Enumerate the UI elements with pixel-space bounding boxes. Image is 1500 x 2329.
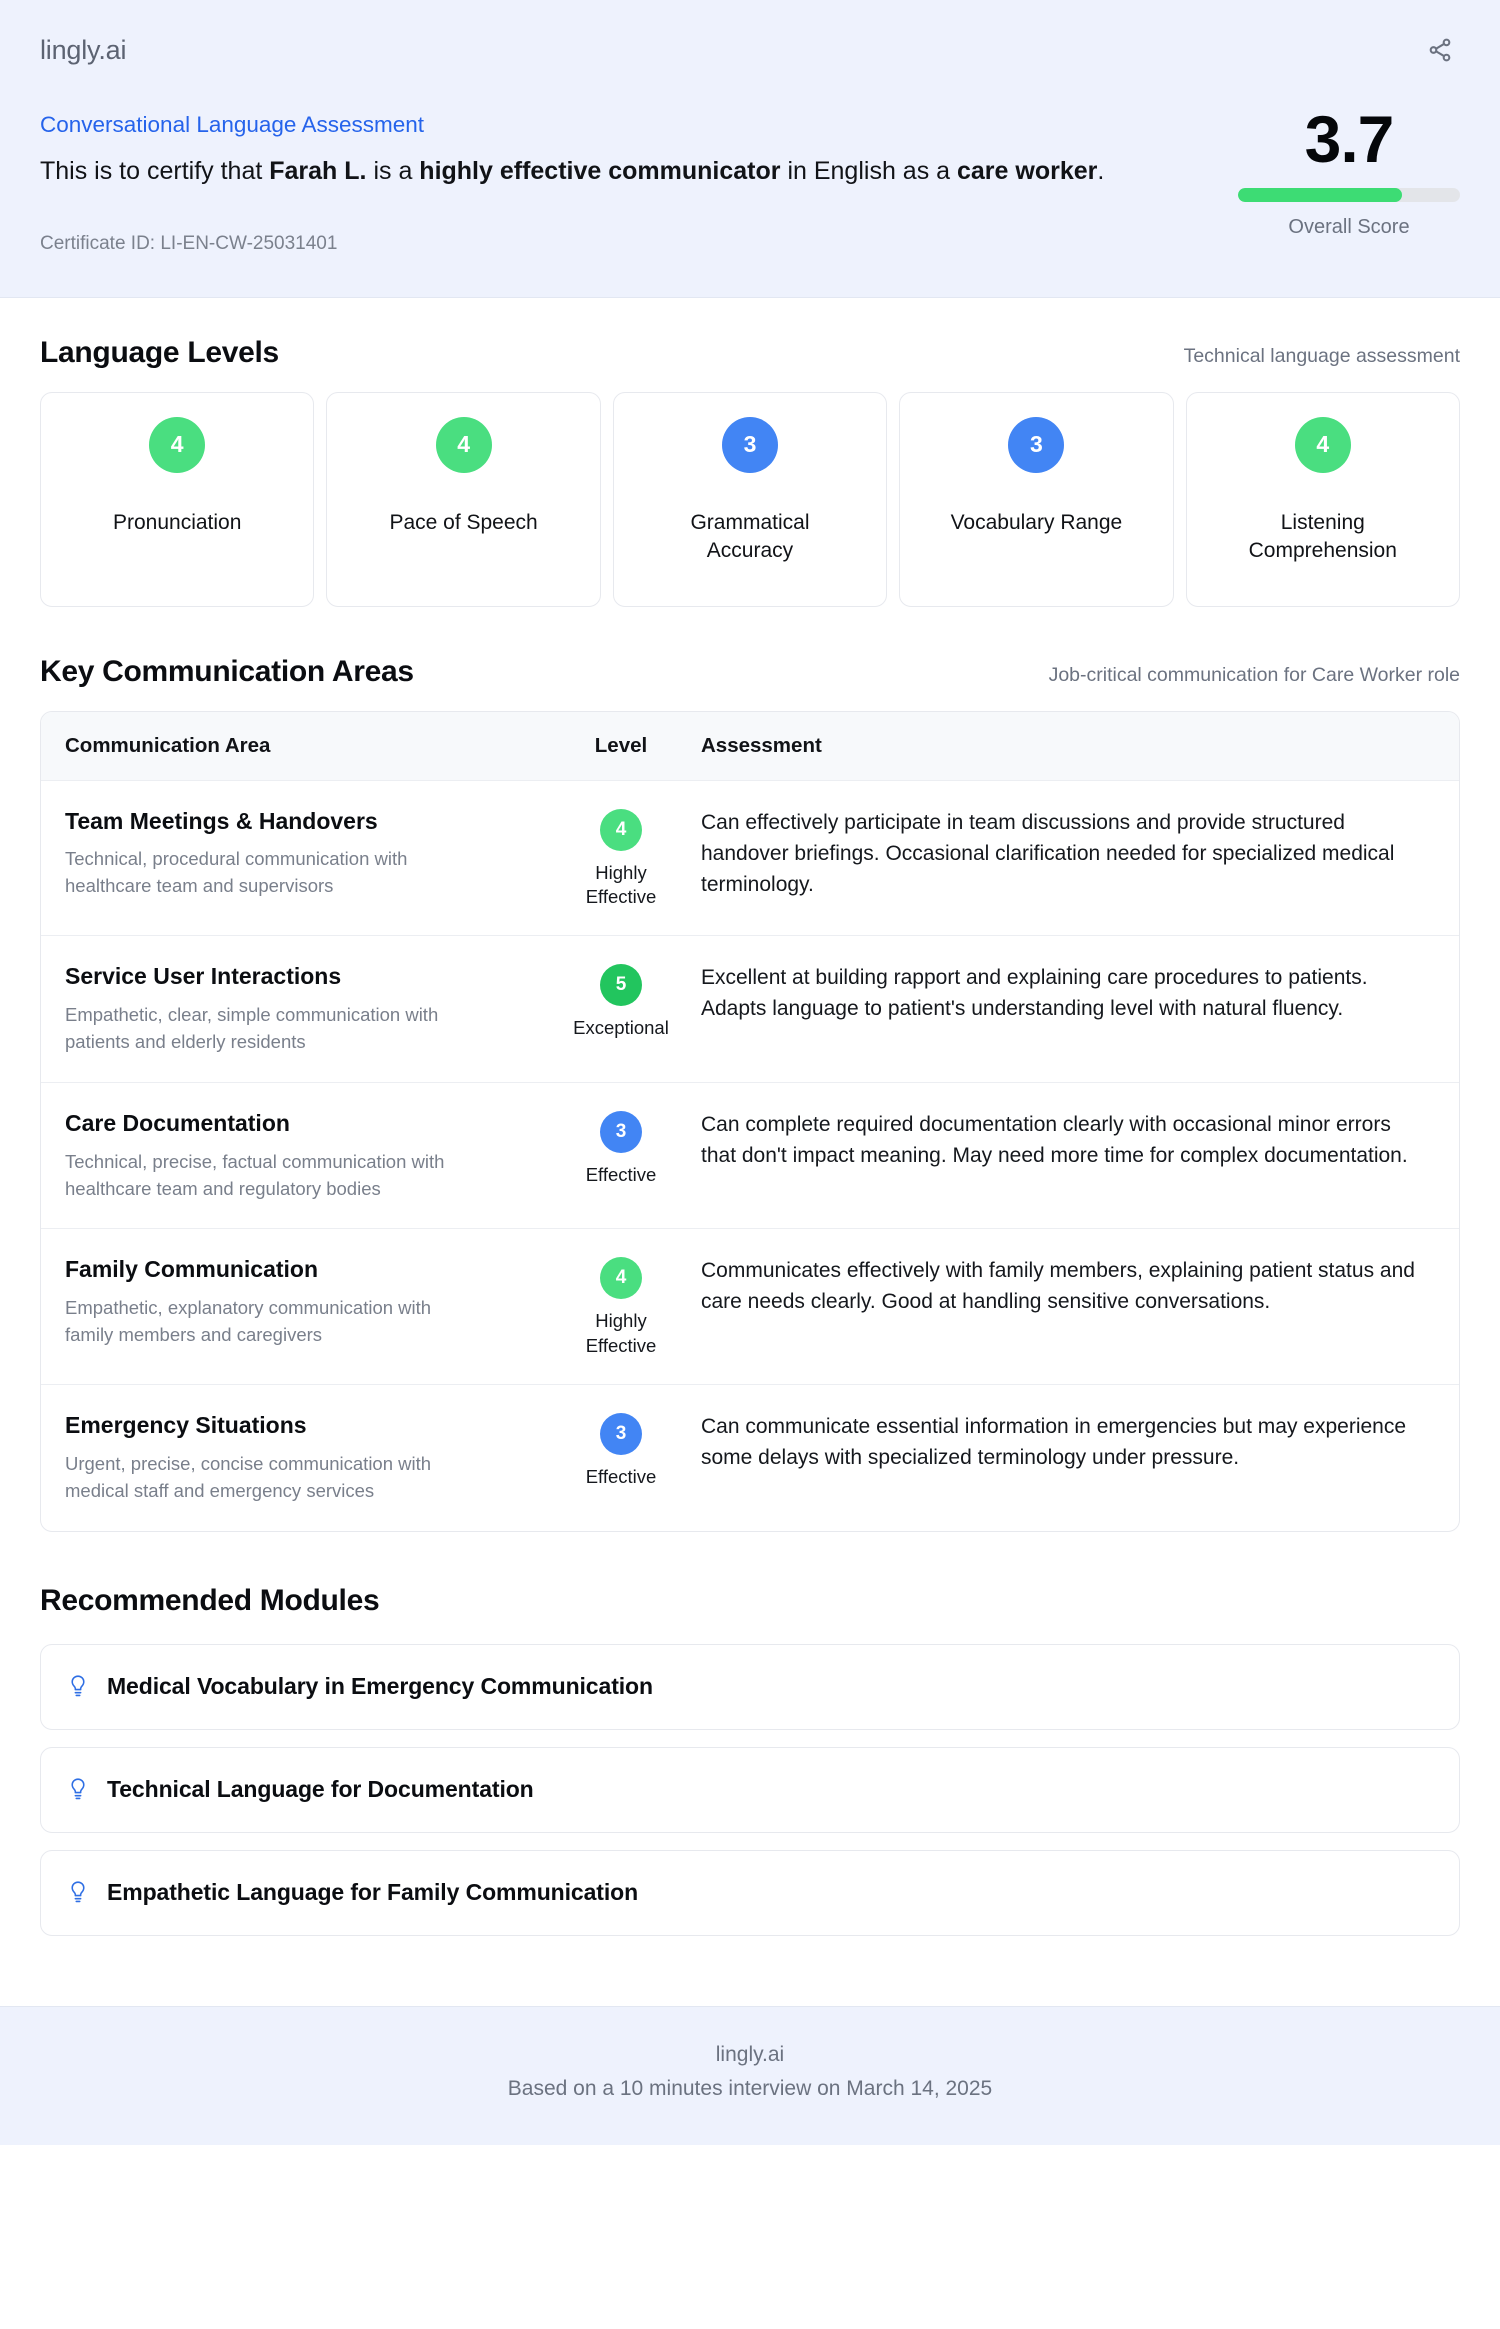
assessment-text: Can communicate essential information in emergencies but may experience some delays with specialized terminology under pressure. [701, 1415, 1407, 1470]
language-level-score-badge: 4 [1295, 417, 1351, 473]
assessment-text: Excellent at building rapport and explaining care procedures to patients. Adapts language to patient's understanding level with natural fluency. [701, 966, 1368, 1021]
column-header-assessment: Assessment [701, 733, 822, 757]
table-row [41, 1083, 1459, 1230]
communication-area-description: Urgent, precise, concise communication with medical staff and emergency services [65, 1453, 432, 1501]
lightbulb-icon [67, 1673, 89, 1701]
cell-assessment [701, 807, 1459, 900]
cell-communication-area [41, 807, 541, 901]
communication-area-description: Technical, procedural communication with healthcare team and supervisors [65, 848, 408, 897]
cell-communication-area [41, 1411, 541, 1505]
cell-assessment [701, 1411, 1459, 1473]
level-label: Effective [585, 1163, 657, 1185]
language-level-label: Pronunciation [112, 510, 242, 534]
communication-areas-header [40, 655, 1460, 689]
language-level-label: Pace of Speech [389, 510, 538, 534]
language-level-label: Listening Comprehension [1248, 510, 1397, 563]
communication-area-name: Care Documentation [65, 1109, 290, 1136]
recommended-module-label: Medical Vocabulary in Emergency Communication [107, 1673, 653, 1700]
recommended-modules-list [40, 1644, 1460, 1936]
lightbulb-icon [67, 1879, 89, 1907]
communication-areas-section [0, 607, 1500, 1532]
certificate-statement [40, 154, 1198, 190]
overall-score-bar-fill [1238, 188, 1402, 202]
language-levels-section [0, 298, 1500, 607]
statement-part-6: . [1097, 157, 1105, 186]
language-level-score-badge: 3 [1008, 417, 1064, 473]
overall-score-bar [1238, 188, 1460, 202]
cell-assessment [701, 1109, 1459, 1171]
level-label: Highly Effective [585, 861, 657, 907]
footer-brand: lingly.ai [715, 2042, 785, 2066]
share-button[interactable] [1420, 30, 1460, 70]
cell-level [541, 1411, 701, 1489]
communication-area-name: Team Meetings & Handovers [65, 807, 378, 834]
page-footer [0, 2006, 1500, 2145]
table-row [41, 781, 1459, 937]
statement-part-4: in English as a [780, 157, 957, 186]
assessment-text: Can effectively participate in team discussions and provide structured handover briefings. Occasional clarification needed for specialized medical terminology. [701, 810, 1395, 896]
recommended-module-item[interactable] [40, 1747, 1460, 1833]
table-body [41, 781, 1459, 1531]
language-level-label: Vocabulary Range [950, 510, 1123, 534]
statement-part-0: This is to certify that [40, 157, 270, 186]
cell-assessment [701, 1255, 1459, 1317]
recommended-modules-section [0, 1532, 1500, 1946]
recommended-modules-title: Recommended Modules [40, 1583, 380, 1617]
communication-area-name: Emergency Situations [65, 1412, 307, 1439]
header-body [40, 102, 1460, 257]
communication-areas-subtitle: Job-critical communication for Care Worker role [1048, 663, 1460, 686]
level-label: Effective [585, 1466, 657, 1488]
statement-part-3: highly effective communicator [419, 157, 781, 186]
communication-area-name: Family Communication [65, 1256, 319, 1283]
language-levels-header [40, 336, 1460, 370]
level-score-badge: 4 [600, 1257, 642, 1299]
assessment-text: Communicates effectively with family members, explaining patient status and care needs clearly. Good at handling sensitive conversations. [701, 1259, 1415, 1314]
cell-level [541, 962, 701, 1040]
column-header-level: Level [594, 733, 648, 757]
table-row [41, 1385, 1459, 1531]
language-level-label: Grammatical Accuracy [690, 510, 810, 563]
certificate-id: Certificate ID: LI-EN-CW-25031401 [40, 232, 338, 254]
language-level-card [326, 392, 600, 607]
language-level-card-grid [40, 392, 1460, 607]
language-level-card [613, 392, 887, 607]
level-score-badge: 5 [600, 964, 642, 1006]
cell-level [541, 807, 701, 910]
overall-score-value: 3.7 [1304, 102, 1394, 176]
recommended-module-item[interactable] [40, 1644, 1460, 1730]
statement-part-2: is a [366, 157, 420, 186]
communication-areas-table [40, 711, 1460, 1532]
cell-level [541, 1109, 701, 1187]
certificate-header [0, 0, 1500, 298]
language-level-card [40, 392, 314, 607]
overall-score-block [1238, 102, 1460, 239]
level-label: Exceptional [573, 1017, 669, 1039]
assessment-text: Can complete required documentation clearly with occasional minor errors that don't impact meaning. May need more time for complex documentation. [701, 1112, 1408, 1167]
certificate-text-block [40, 106, 1198, 257]
level-score-badge: 3 [600, 1413, 642, 1455]
communication-area-description: Empathetic, explanatory communication with family members and caregivers [65, 1297, 432, 1346]
table-row [41, 1229, 1459, 1385]
recommended-module-label: Empathetic Language for Family Communication [107, 1879, 639, 1906]
level-score-badge: 3 [600, 1111, 642, 1153]
column-header-area: Communication Area [65, 733, 271, 757]
recommended-module-item[interactable] [40, 1850, 1460, 1936]
share-icon [1427, 37, 1453, 63]
cell-communication-area [41, 1109, 541, 1203]
communication-area-name: Service User Interactions [65, 963, 342, 990]
communication-area-description: Empathetic, clear, simple communication with patients and elderly residents [65, 1004, 439, 1053]
statement-part-1: Farah L. [269, 157, 367, 186]
language-level-score-badge: 4 [149, 417, 205, 473]
language-levels-title: Language Levels [40, 335, 279, 369]
footer-note: Based on a 10 minutes interview on March 14, 2025 [507, 2076, 993, 2100]
cell-communication-area [41, 1255, 541, 1349]
communication-areas-title: Key Communication Areas [40, 654, 414, 688]
cell-level [541, 1255, 701, 1358]
communication-area-description: Technical, precise, factual communication with healthcare team and regulatory bodies [65, 1150, 445, 1199]
overall-score-caption: Overall Score [1288, 216, 1410, 238]
language-levels-subtitle: Technical language assessment [1183, 344, 1460, 367]
header-top-bar [40, 30, 1460, 78]
assessment-type-link[interactable]: Conversational Language Assessment [40, 112, 424, 137]
language-level-score-badge: 3 [722, 417, 778, 473]
brand-logo: lingly.ai [40, 35, 127, 65]
level-label: Highly Effective [585, 1310, 657, 1356]
language-level-score-badge: 4 [436, 417, 492, 473]
level-score-badge: 4 [600, 809, 642, 851]
table-header-row [41, 712, 1459, 781]
statement-part-5: care worker [957, 157, 1098, 186]
cell-communication-area [41, 962, 541, 1056]
language-level-card [1186, 392, 1460, 607]
table-row [41, 936, 1459, 1083]
lightbulb-icon [67, 1776, 89, 1804]
language-level-card [899, 392, 1173, 607]
recommended-module-label: Technical Language for Documentation [107, 1776, 534, 1803]
cell-assessment [701, 962, 1459, 1024]
